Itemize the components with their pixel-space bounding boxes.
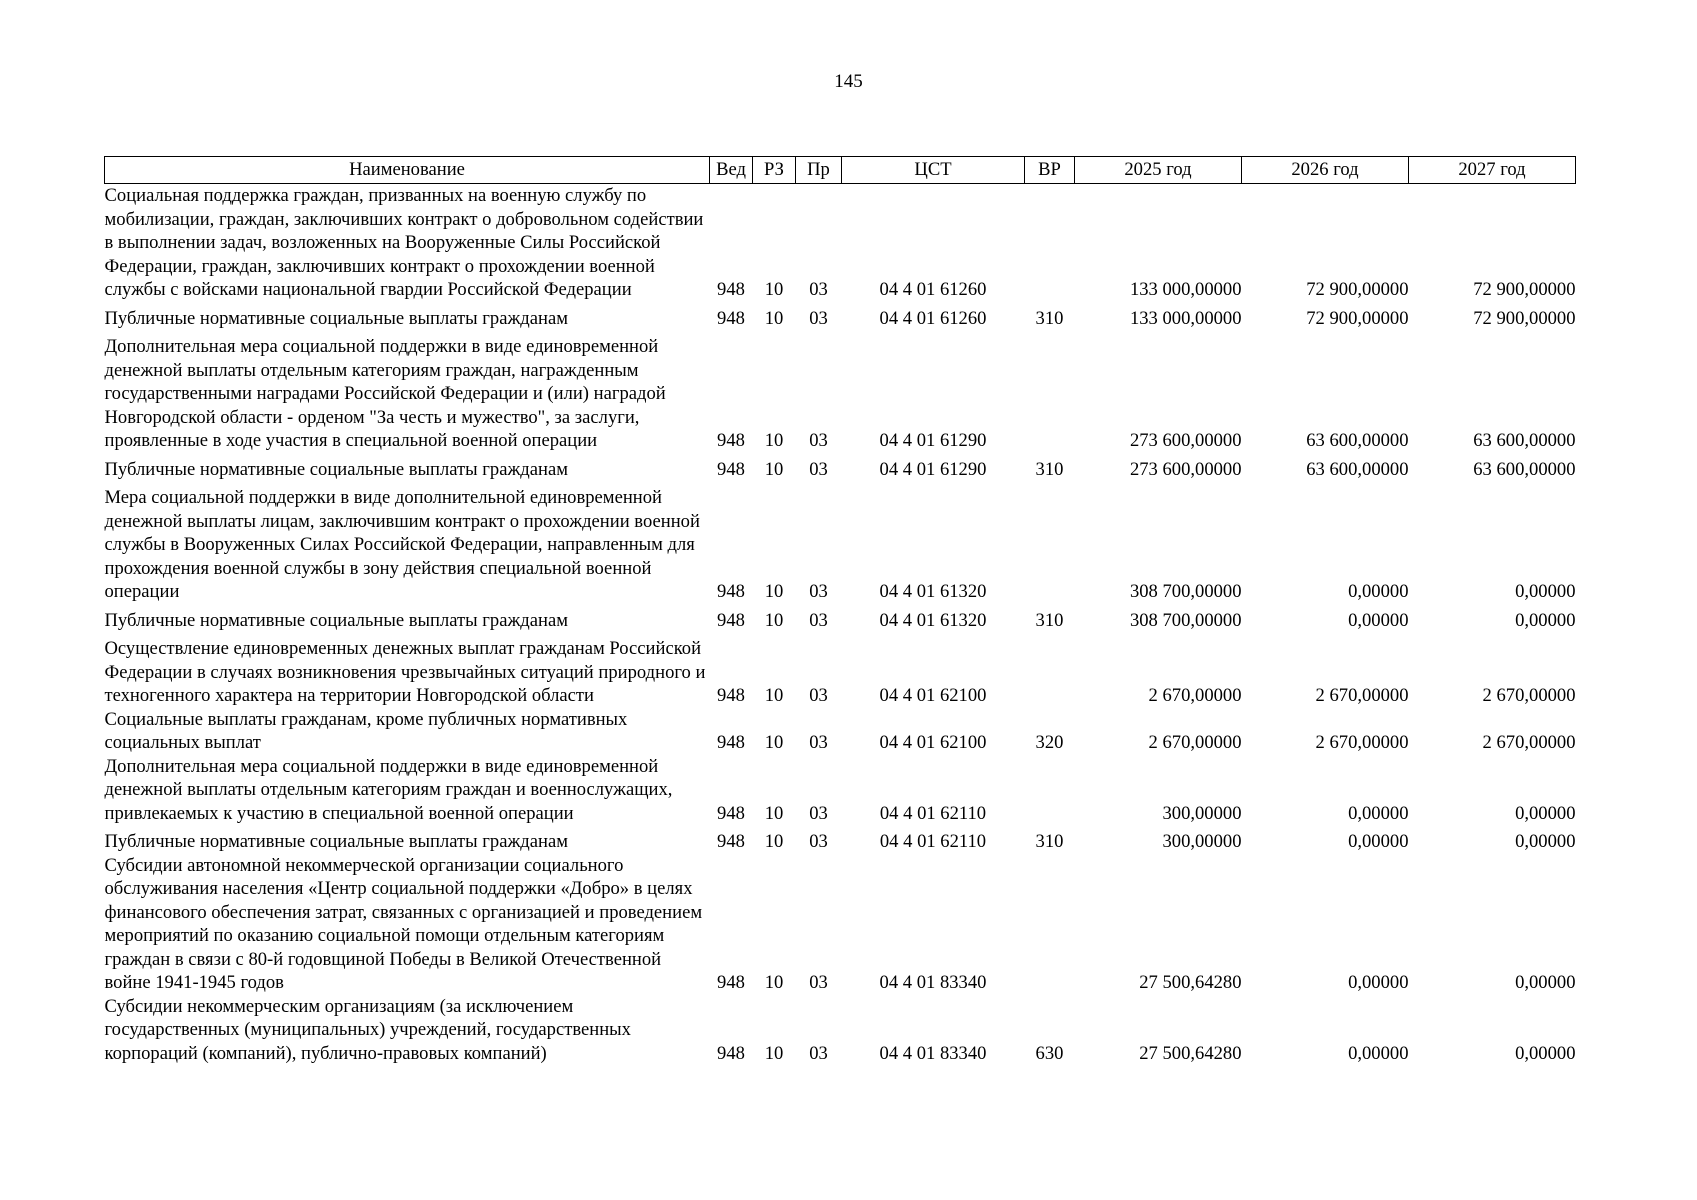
header-2026: 2026 год <box>1242 157 1409 184</box>
cell-cst: 04 4 01 62110 <box>879 831 987 852</box>
cell-rz: 10 <box>764 1042 784 1064</box>
cell-2027: 0,00000 <box>1515 802 1576 824</box>
cell-ved: 948 <box>717 279 745 300</box>
cell-pr: 03 <box>809 1042 828 1064</box>
cell-2026: 0,00000 <box>1348 831 1409 852</box>
cell-vr: 630 <box>1035 1042 1064 1064</box>
budget-table <box>104 156 1576 1065</box>
cell-rz: 10 <box>764 430 784 451</box>
cell-2027: 63 600,00000 <box>1473 458 1576 480</box>
header-name: Наименование <box>105 157 710 184</box>
cell-cst: 04 4 01 61260 <box>879 307 987 329</box>
cell-2027: 2 670,00000 <box>1482 685 1576 706</box>
cell-vr <box>1025 335 1075 458</box>
cell-rz: 10 <box>764 307 784 329</box>
cell-vr: 310 <box>1035 458 1064 480</box>
cell-vr: 310 <box>1035 831 1064 852</box>
cell-2025: 300,00000 <box>1162 802 1242 824</box>
cell-name: Мера социальной поддержки в виде дополнительной единовременной денежной выплаты лицам, заключившим контракт о прохождении военной службы в Вооруженных Силах Российской Федерации, направленным для прохождения военной службы в зону действия специальной военной операции <box>104 487 700 602</box>
cell-ved: 948 <box>717 430 745 451</box>
table-row <box>105 637 1576 708</box>
cell-vr: 310 <box>1035 307 1064 329</box>
header-vr: ВР <box>1025 157 1075 184</box>
cell-2026: 0,00000 <box>1348 609 1409 631</box>
cell-ved: 948 <box>717 609 745 631</box>
table-row <box>105 854 1576 995</box>
table-row <box>105 609 1576 638</box>
cell-name: Публичные нормативные социальные выплаты гражданам <box>104 307 568 329</box>
cell-ved: 948 <box>717 581 745 602</box>
cell-2025: 133 000,00000 <box>1129 279 1242 300</box>
cell-cst: 04 4 01 61320 <box>879 609 987 631</box>
cell-vr <box>1025 755 1075 831</box>
cell-name: Публичные нормативные социальные выплаты гражданам <box>104 831 568 852</box>
cell-name: Публичные нормативные социальные выплаты гражданам <box>104 458 568 480</box>
cell-cst: 04 4 01 61320 <box>879 581 987 602</box>
cell-rz: 10 <box>764 581 784 602</box>
cell-cst: 04 4 01 62100 <box>879 685 987 706</box>
table-header-row <box>105 157 1576 184</box>
header-pr: Пр <box>796 157 842 184</box>
table-row <box>105 755 1576 831</box>
cell-pr: 03 <box>809 609 828 631</box>
cell-pr: 03 <box>809 581 828 602</box>
cell-pr: 03 <box>809 458 828 480</box>
cell-2027: 0,00000 <box>1515 581 1576 602</box>
cell-name: Дополнительная мера социальной поддержки в виде единовременной денежной выплаты отдельным категориям граждан, награжденным государственными наградами Российской Федерации и (или) наградой Новгородской области - орденом "За честь и мужество", за заслуги, проявленные в ходе участия в специальной военной операции <box>104 336 666 451</box>
cell-cst: 04 4 01 83340 <box>879 1042 987 1064</box>
cell-rz: 10 <box>764 458 784 480</box>
header-2025: 2025 год <box>1075 157 1242 184</box>
cell-cst: 04 4 01 83340 <box>879 972 987 993</box>
table-row <box>105 830 1576 854</box>
cell-name: Публичные нормативные социальные выплаты гражданам <box>104 609 568 631</box>
table-row <box>105 307 1576 336</box>
cell-2025: 308 700,00000 <box>1129 581 1242 602</box>
cell-rz: 10 <box>764 831 784 852</box>
cell-2027: 72 900,00000 <box>1473 307 1576 329</box>
table-row <box>105 995 1576 1066</box>
cell-vr <box>1025 486 1075 609</box>
cell-vr <box>1025 637 1075 708</box>
cell-cst: 04 4 01 62110 <box>879 802 987 824</box>
cell-2026: 2 670,00000 <box>1315 685 1409 706</box>
cell-vr <box>1025 854 1075 995</box>
cell-2025: 27 500,64280 <box>1139 972 1242 993</box>
cell-rz: 10 <box>764 609 784 631</box>
cell-pr: 03 <box>809 972 828 993</box>
cell-2027: 72 900,00000 <box>1473 279 1576 300</box>
cell-2027: 0,00000 <box>1515 1042 1576 1064</box>
cell-ved: 948 <box>717 685 745 706</box>
cell-pr: 03 <box>809 685 828 706</box>
cell-2027: 0,00000 <box>1515 972 1576 993</box>
cell-ved: 948 <box>717 1042 745 1064</box>
cell-rz: 10 <box>764 279 784 300</box>
cell-2026: 2 670,00000 <box>1315 732 1409 753</box>
cell-2025: 2 670,00000 <box>1148 685 1242 706</box>
cell-2026: 63 600,00000 <box>1306 458 1409 480</box>
table-row <box>105 708 1576 755</box>
cell-2026: 0,00000 <box>1348 1042 1409 1064</box>
cell-name: Субсидии некоммерческим организациям (за исключением государственных (муниципальных) учреждений, государственных корпораций (компаний), публично-правовых компаний) <box>104 995 631 1064</box>
table-row <box>105 458 1576 487</box>
cell-ved: 948 <box>717 831 745 852</box>
table-row <box>105 486 1576 609</box>
cell-2025: 300,00000 <box>1162 831 1242 852</box>
cell-2026: 63 600,00000 <box>1306 430 1409 451</box>
cell-pr: 03 <box>809 802 828 824</box>
cell-2026: 72 900,00000 <box>1306 279 1409 300</box>
cell-name: Дополнительная мера социальной поддержки в виде единовременной денежной выплаты отдельным категориям граждан и военнослужащих, привлекаемых к участию в специальной военной операции <box>104 755 673 824</box>
cell-name: Субсидии автономной некоммерческой организации социального обслуживания населения «Центр социальной поддержки «Добро» в целях финансового обеспечения затрат, связанных с организацией и проведением мероприятий по оказанию социальной помощи отдельным категориям граждан в связи с 80-й годовщиной Победы в Великой Отечественной войне 1941-1945 годов <box>104 854 703 993</box>
header-rz: РЗ <box>753 157 796 184</box>
cell-cst: 04 4 01 62100 <box>879 732 987 753</box>
cell-name: Социальные выплаты гражданам, кроме публичных нормативных социальных выплат <box>104 708 628 753</box>
page-number: 145 <box>834 71 863 92</box>
cell-cst: 04 4 01 61260 <box>879 279 987 300</box>
cell-2026: 72 900,00000 <box>1306 307 1409 329</box>
header-2027: 2027 год <box>1409 157 1576 184</box>
cell-2025: 273 600,00000 <box>1129 458 1242 480</box>
cell-ved: 948 <box>717 458 745 480</box>
cell-2026: 0,00000 <box>1348 972 1409 993</box>
cell-rz: 10 <box>764 732 784 753</box>
cell-2026: 0,00000 <box>1348 802 1409 824</box>
cell-pr: 03 <box>809 430 828 451</box>
cell-cst: 04 4 01 61290 <box>879 458 987 480</box>
header-cst: ЦСТ <box>842 157 1025 184</box>
header-ved: Вед <box>710 157 753 184</box>
cell-ved: 948 <box>717 802 745 824</box>
table-row <box>105 335 1576 458</box>
cell-vr: 320 <box>1035 732 1064 753</box>
cell-cst: 04 4 01 61290 <box>879 430 987 451</box>
cell-pr: 03 <box>809 307 828 329</box>
cell-rz: 10 <box>764 972 784 993</box>
cell-2027: 0,00000 <box>1515 609 1576 631</box>
cell-pr: 03 <box>809 279 828 300</box>
cell-rz: 10 <box>764 802 784 824</box>
cell-2027: 0,00000 <box>1515 831 1576 852</box>
cell-vr <box>1025 184 1075 307</box>
cell-ved: 948 <box>717 732 745 753</box>
cell-ved: 948 <box>717 972 745 993</box>
cell-2025: 133 000,00000 <box>1129 307 1242 329</box>
cell-pr: 03 <box>809 732 828 753</box>
cell-2025: 2 670,00000 <box>1148 732 1242 753</box>
cell-pr: 03 <box>809 831 828 852</box>
cell-2025: 273 600,00000 <box>1129 430 1242 451</box>
cell-name: Осуществление единовременных денежных выплат гражданам Российской Федерации в случаях возникновения чрезвычайных ситуаций природного и техногенного характера на территории Новгородской области <box>104 638 706 706</box>
cell-2027: 2 670,00000 <box>1482 732 1576 753</box>
cell-2025: 308 700,00000 <box>1129 609 1242 631</box>
cell-name: Социальная поддержка граждан, призванных на военную службу по мобилизации, граждан, заключивших контракт о добровольном содействии в выполнении задач, возложенных на Вооруженные Силы Российской Федерации, граждан, заключивших контракт о прохождении военной службы с войсками национальной гвардии Российской Федерации <box>104 185 704 300</box>
cell-2025: 27 500,64280 <box>1139 1042 1242 1064</box>
cell-2026: 0,00000 <box>1348 581 1409 602</box>
cell-ved: 948 <box>717 307 745 329</box>
cell-rz: 10 <box>764 685 784 706</box>
cell-vr: 310 <box>1035 609 1064 631</box>
cell-2027: 63 600,00000 <box>1473 430 1576 451</box>
table-row <box>105 184 1576 307</box>
